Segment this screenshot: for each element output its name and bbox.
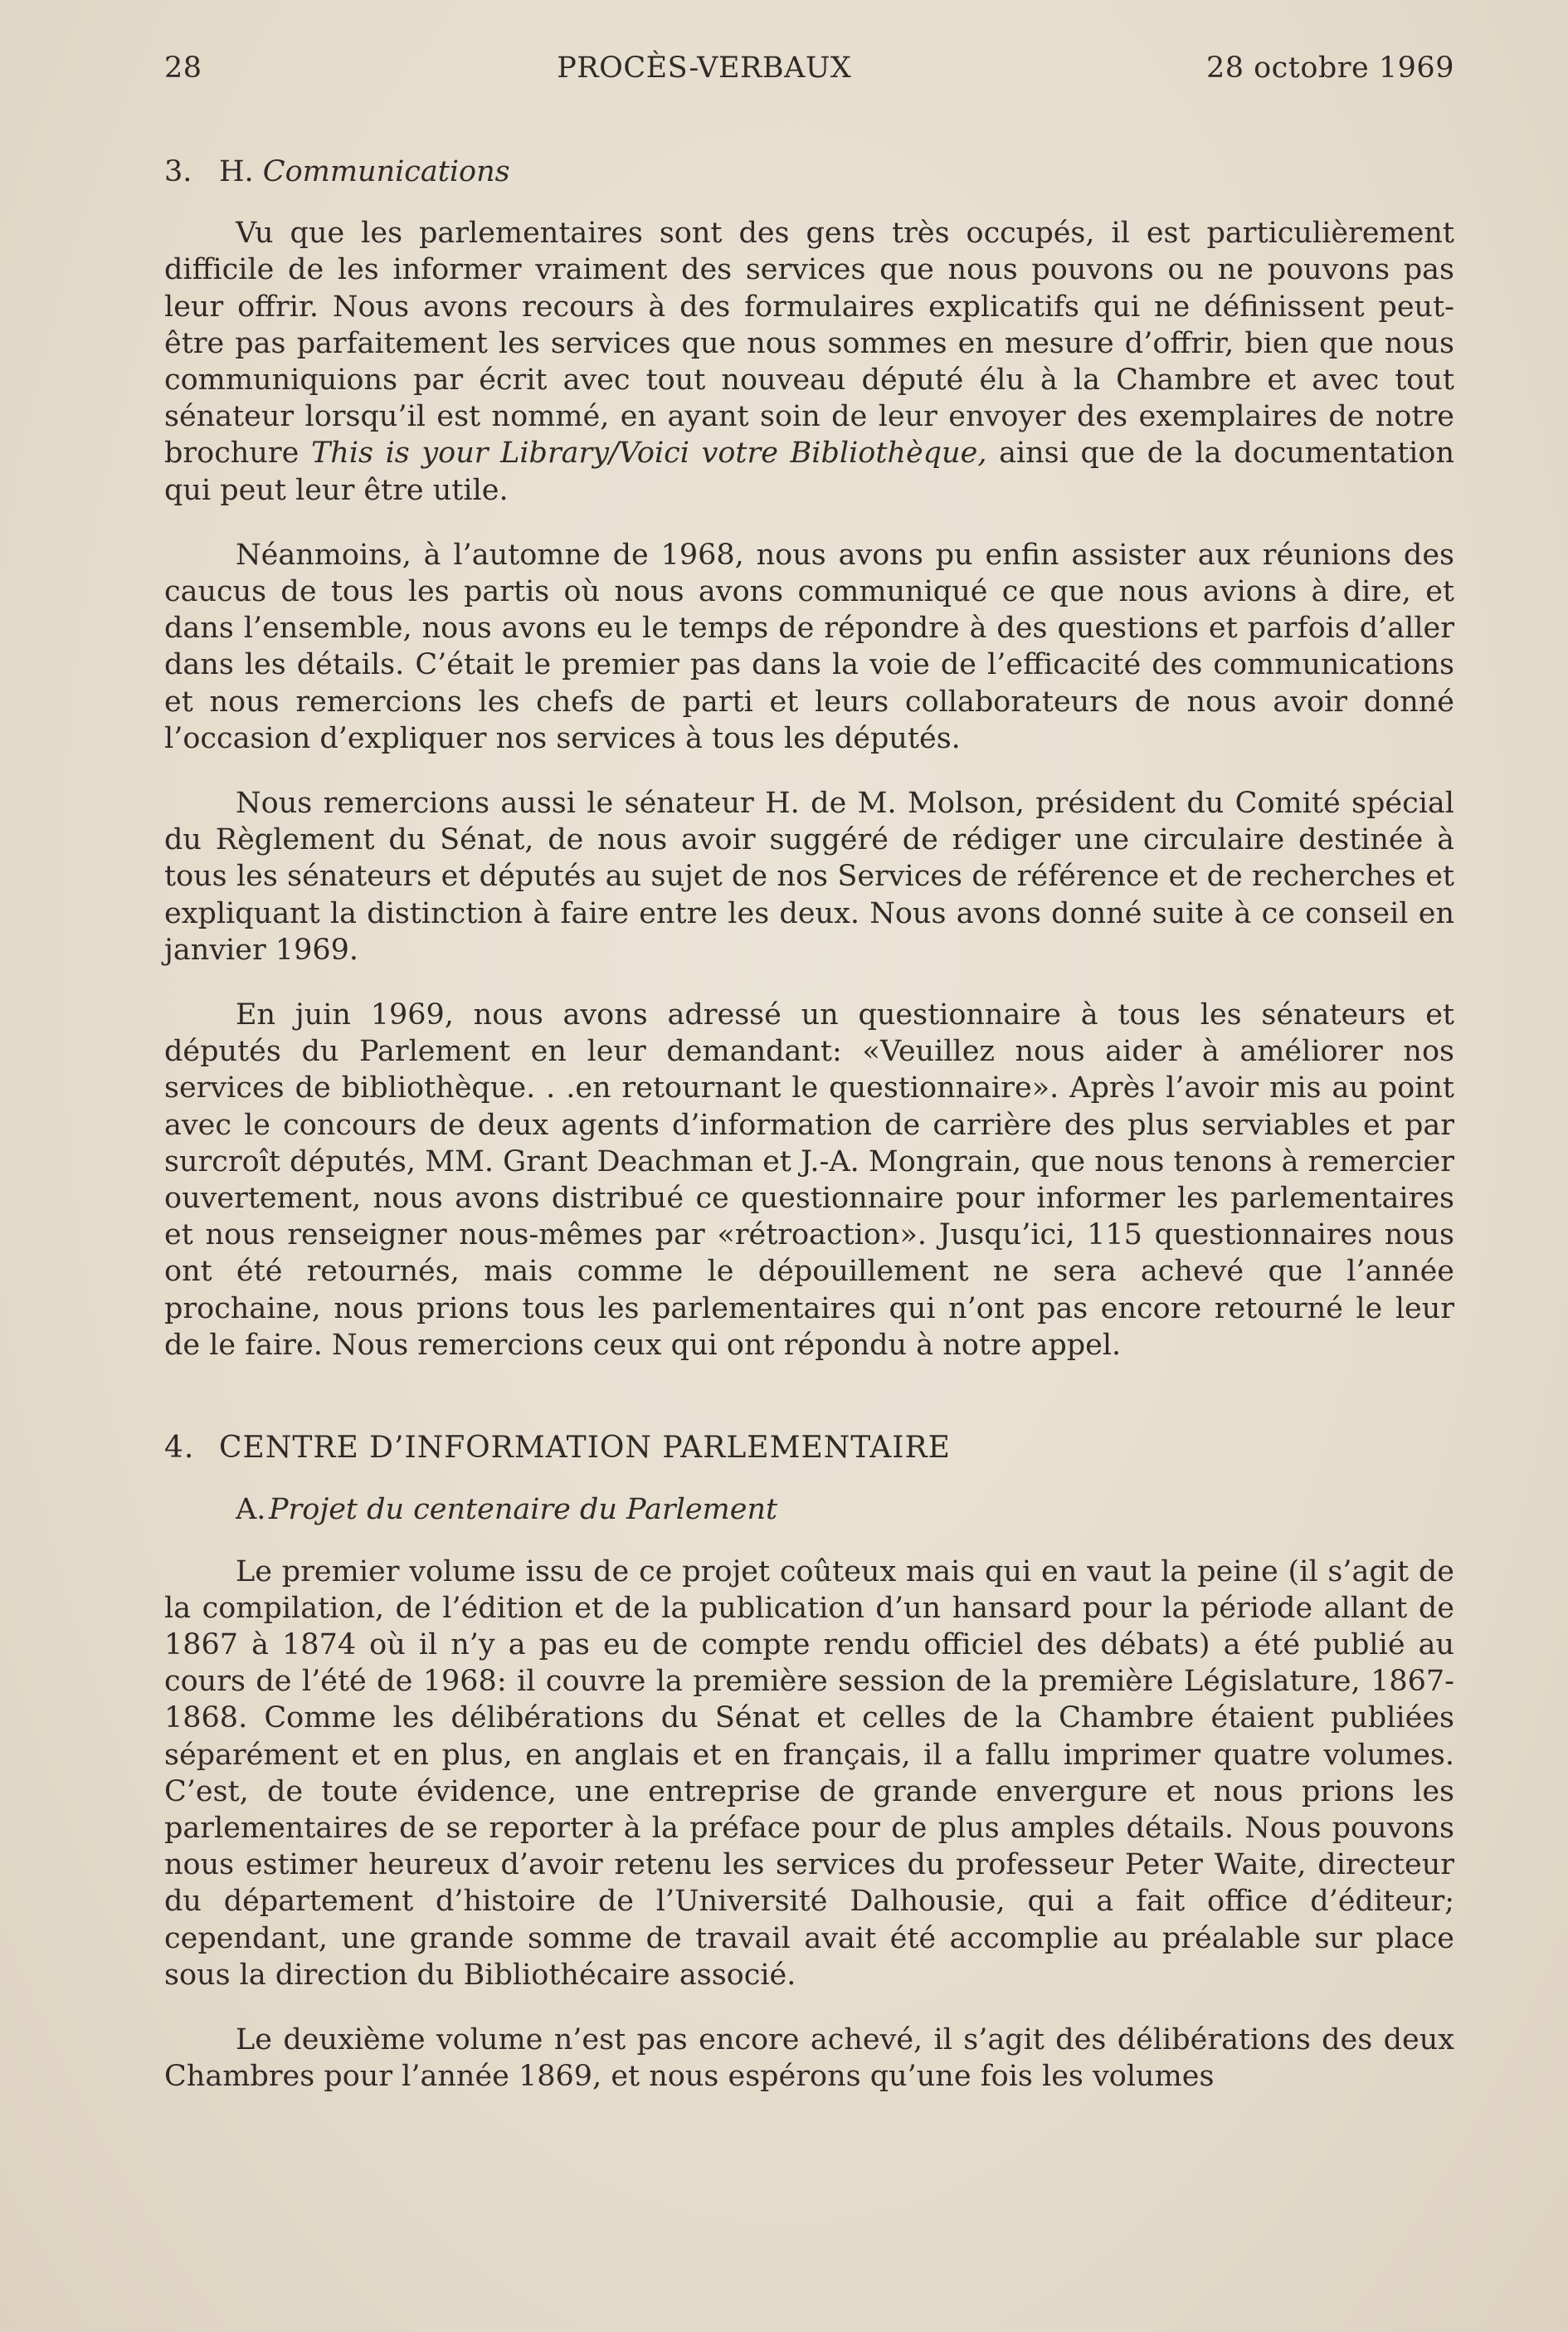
subsection-heading-a xyxy=(164,1491,1454,1528)
section-heading-4 xyxy=(164,1430,1454,1466)
paragraph xyxy=(164,215,1454,509)
paragraph: Néanmoins, à l’automne de 1968, nous avons pu enfin assister aux réunions des caucus de tous les partis où nous avons communiqué ce que nous avions à dire, et dans l’ensemble, nous avons eu le temps de répondre à des questions et parfois d’aller dans les détails. C’était le premier pas dans la voie de l’efficacité des communications et nous remercions les chefs de parti et leurs collaborateurs de nous avoir donné l’occasion d’expliquer nos services à tous les députés. xyxy=(164,538,1454,755)
paragraph: Le premier volume issu de ce projet coûteux mais qui en vaut la peine (il s’agit de la compilation, de l’édition et de la publication d’un hansard pour la période allant de 1867 à 1874 où il n’y a pas eu de compte rendu officiel des débats) a été publié au cours de l’été de 1968: il couvre la première session de la première Législature, 1867-1868. Comme les délibérations du Sénat et celles de la Chambre étaient publiées séparément et en plus, en anglais et en français, il a fallu imprimer quatre volumes. C’est, de toute évidence, une entreprise de grande envergure et nous prions les parlementaires de se reporter à la préface pour de plus amples détails. Nous pouvons nous estimer heureux d’avoir retenu les services du professeur Peter Waite, directeur du département d’histoire de l’Université Dalhousie, qui a fait office d’éditeur; cependant, une grande somme de travail avait été accomplie au préalable sur place sous la direction du Bibliothécaire associé. xyxy=(164,1554,1454,1992)
section-heading-3h xyxy=(164,154,1454,190)
section-prefix: H. xyxy=(219,155,254,188)
subsection-title: Projet du centenaire du Parlement xyxy=(269,1493,778,1527)
running-head xyxy=(164,51,1454,101)
section-number: 3. xyxy=(164,155,192,188)
running-title: PROCÈS-VERBAUX xyxy=(557,51,852,85)
paragraph-text: Vu que les parlementaires sont des gens très occupés, il est particulièrement difficile de les informer vraiment des services que nous pouvons ou ne pouvons pas leur offrir. Nous avons recours à des formulaires explicatifs qui ne définissent peut-être pas parfaitement les services que nous sommes en mesure d’offrir, bien que nous communiquions par écrit avec tout nouveau député élu à la Chambre et avec tout sénateur lorsqu’il est nommé, en ayant soin de leur envoyer des exemplaires de notre brochure xyxy=(164,217,1454,471)
page-body xyxy=(164,154,1454,2123)
paragraph: En juin 1969, nous avons adressé un questionnaire à tous les sénateurs et députés du Parlement en leur demandant: «Veuillez nous aider à améliorer nos services de bibliothèque. . .en retournant le questionnaire». Après l’avoir mis au point avec le concours de deux agents d’information de carrière des plus serviables et par surcroît députés, MM. Grant Deachman et J.-A. Mongrain, que nous tenons à remercier ouvertement, nous avons distribué ce questionnaire pour informer les parlementaires et nous renseigner nous-mêmes par «rétroaction». Jusqu’ici, 115 questionnaires nous ont été retournés, mais comme le dépouillement ne sera achevé que l’année prochaine, nous prions tous les parlementaires qui n’ont pas encore retourné le leur de le faire. Nous remercions ceux qui ont répondu à notre appel. xyxy=(164,998,1454,1362)
page-number: 28 xyxy=(164,51,202,85)
paragraph: Le deuxième volume n’est pas encore achevé, il s’agit des délibérations des deux Chambres pour l’année 1869, et nous espérons qu’une fois les volumes xyxy=(164,2022,1454,2094)
paragraph-text: ainsi que de la documentation qui peut leur être utile. xyxy=(164,437,1454,507)
brochure-title: This is your Library/Voici votre Bibliothèque, xyxy=(310,437,987,471)
paragraph: Nous remercions aussi le sénateur H. de M. Molson, président du Comité spécial du Règlement du Sénat, de nous avoir suggéré de rédiger une circulaire destinée à tous les sénateurs et députés au sujet de nos Services de référence et de recherches et expliquant la distinction à faire entre les deux. Nous avons donné suite à ce conseil en janvier 1969. xyxy=(164,787,1454,967)
section-number: 4. xyxy=(164,1431,195,1466)
subsection-prefix: A. xyxy=(236,1493,266,1527)
section-title: Communications xyxy=(262,155,510,188)
running-date: 28 octobre 1969 xyxy=(1205,51,1454,85)
section-title: CENTRE D’INFORMATION PARLEMENTAIRE xyxy=(219,1431,951,1466)
